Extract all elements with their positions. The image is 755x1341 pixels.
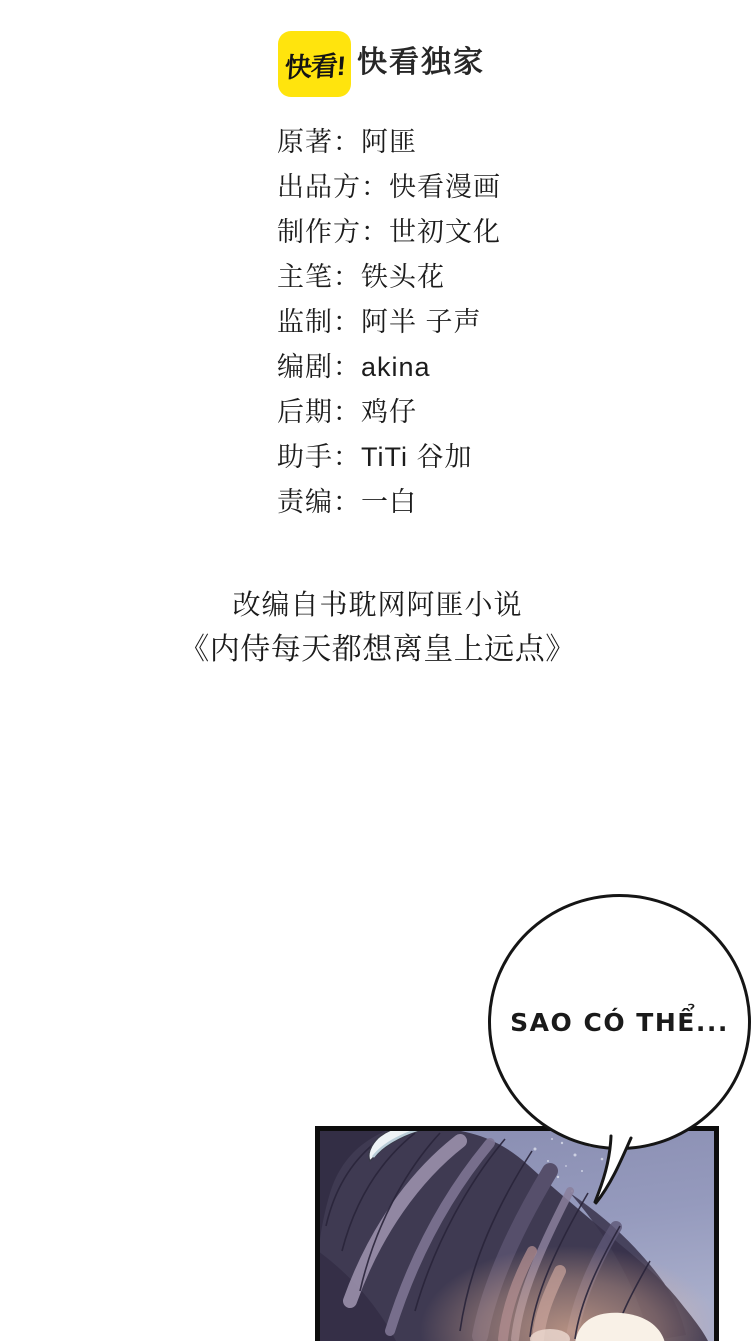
publisher-header bbox=[0, 0, 755, 110]
credits-list bbox=[277, 120, 501, 525]
kuaikan-logo-text: 快看! bbox=[283, 50, 346, 83]
credit-line-postproduction: 后期：鸡仔 bbox=[277, 397, 417, 427]
brand-title: 快看独家 bbox=[357, 46, 485, 79]
panel-art bbox=[320, 1131, 714, 1341]
credit-line-producer: 出品方：快看漫画 bbox=[277, 172, 501, 202]
credit-line-lead-artist: 主笔：铁头花 bbox=[277, 262, 445, 292]
credit-line-editor: 责编：一白 bbox=[277, 487, 417, 517]
credit-line-original-author: 原著：阿匪 bbox=[277, 127, 417, 157]
comic-panel bbox=[315, 1126, 719, 1341]
credit-line-studio: 制作方：世初文化 bbox=[277, 217, 501, 247]
novel-title: 《内侍每天都想离皇上远点》 bbox=[179, 633, 576, 666]
credit-line-screenwriter: 编剧：akina bbox=[277, 352, 431, 382]
kuaikan-logo-icon bbox=[278, 31, 351, 97]
adaptation-note: 改编自书耽网阿匪小说 bbox=[232, 589, 523, 620]
credit-line-assistants: 助手：TiTi 谷加 bbox=[277, 442, 473, 472]
speech-bubble-tail-icon bbox=[570, 1125, 650, 1215]
speech-bubble bbox=[488, 894, 751, 1150]
credit-line-supervisor: 监制：阿半 子声 bbox=[277, 307, 482, 337]
speech-bubble-text: SAO CÓ THỂ... bbox=[510, 1007, 729, 1037]
